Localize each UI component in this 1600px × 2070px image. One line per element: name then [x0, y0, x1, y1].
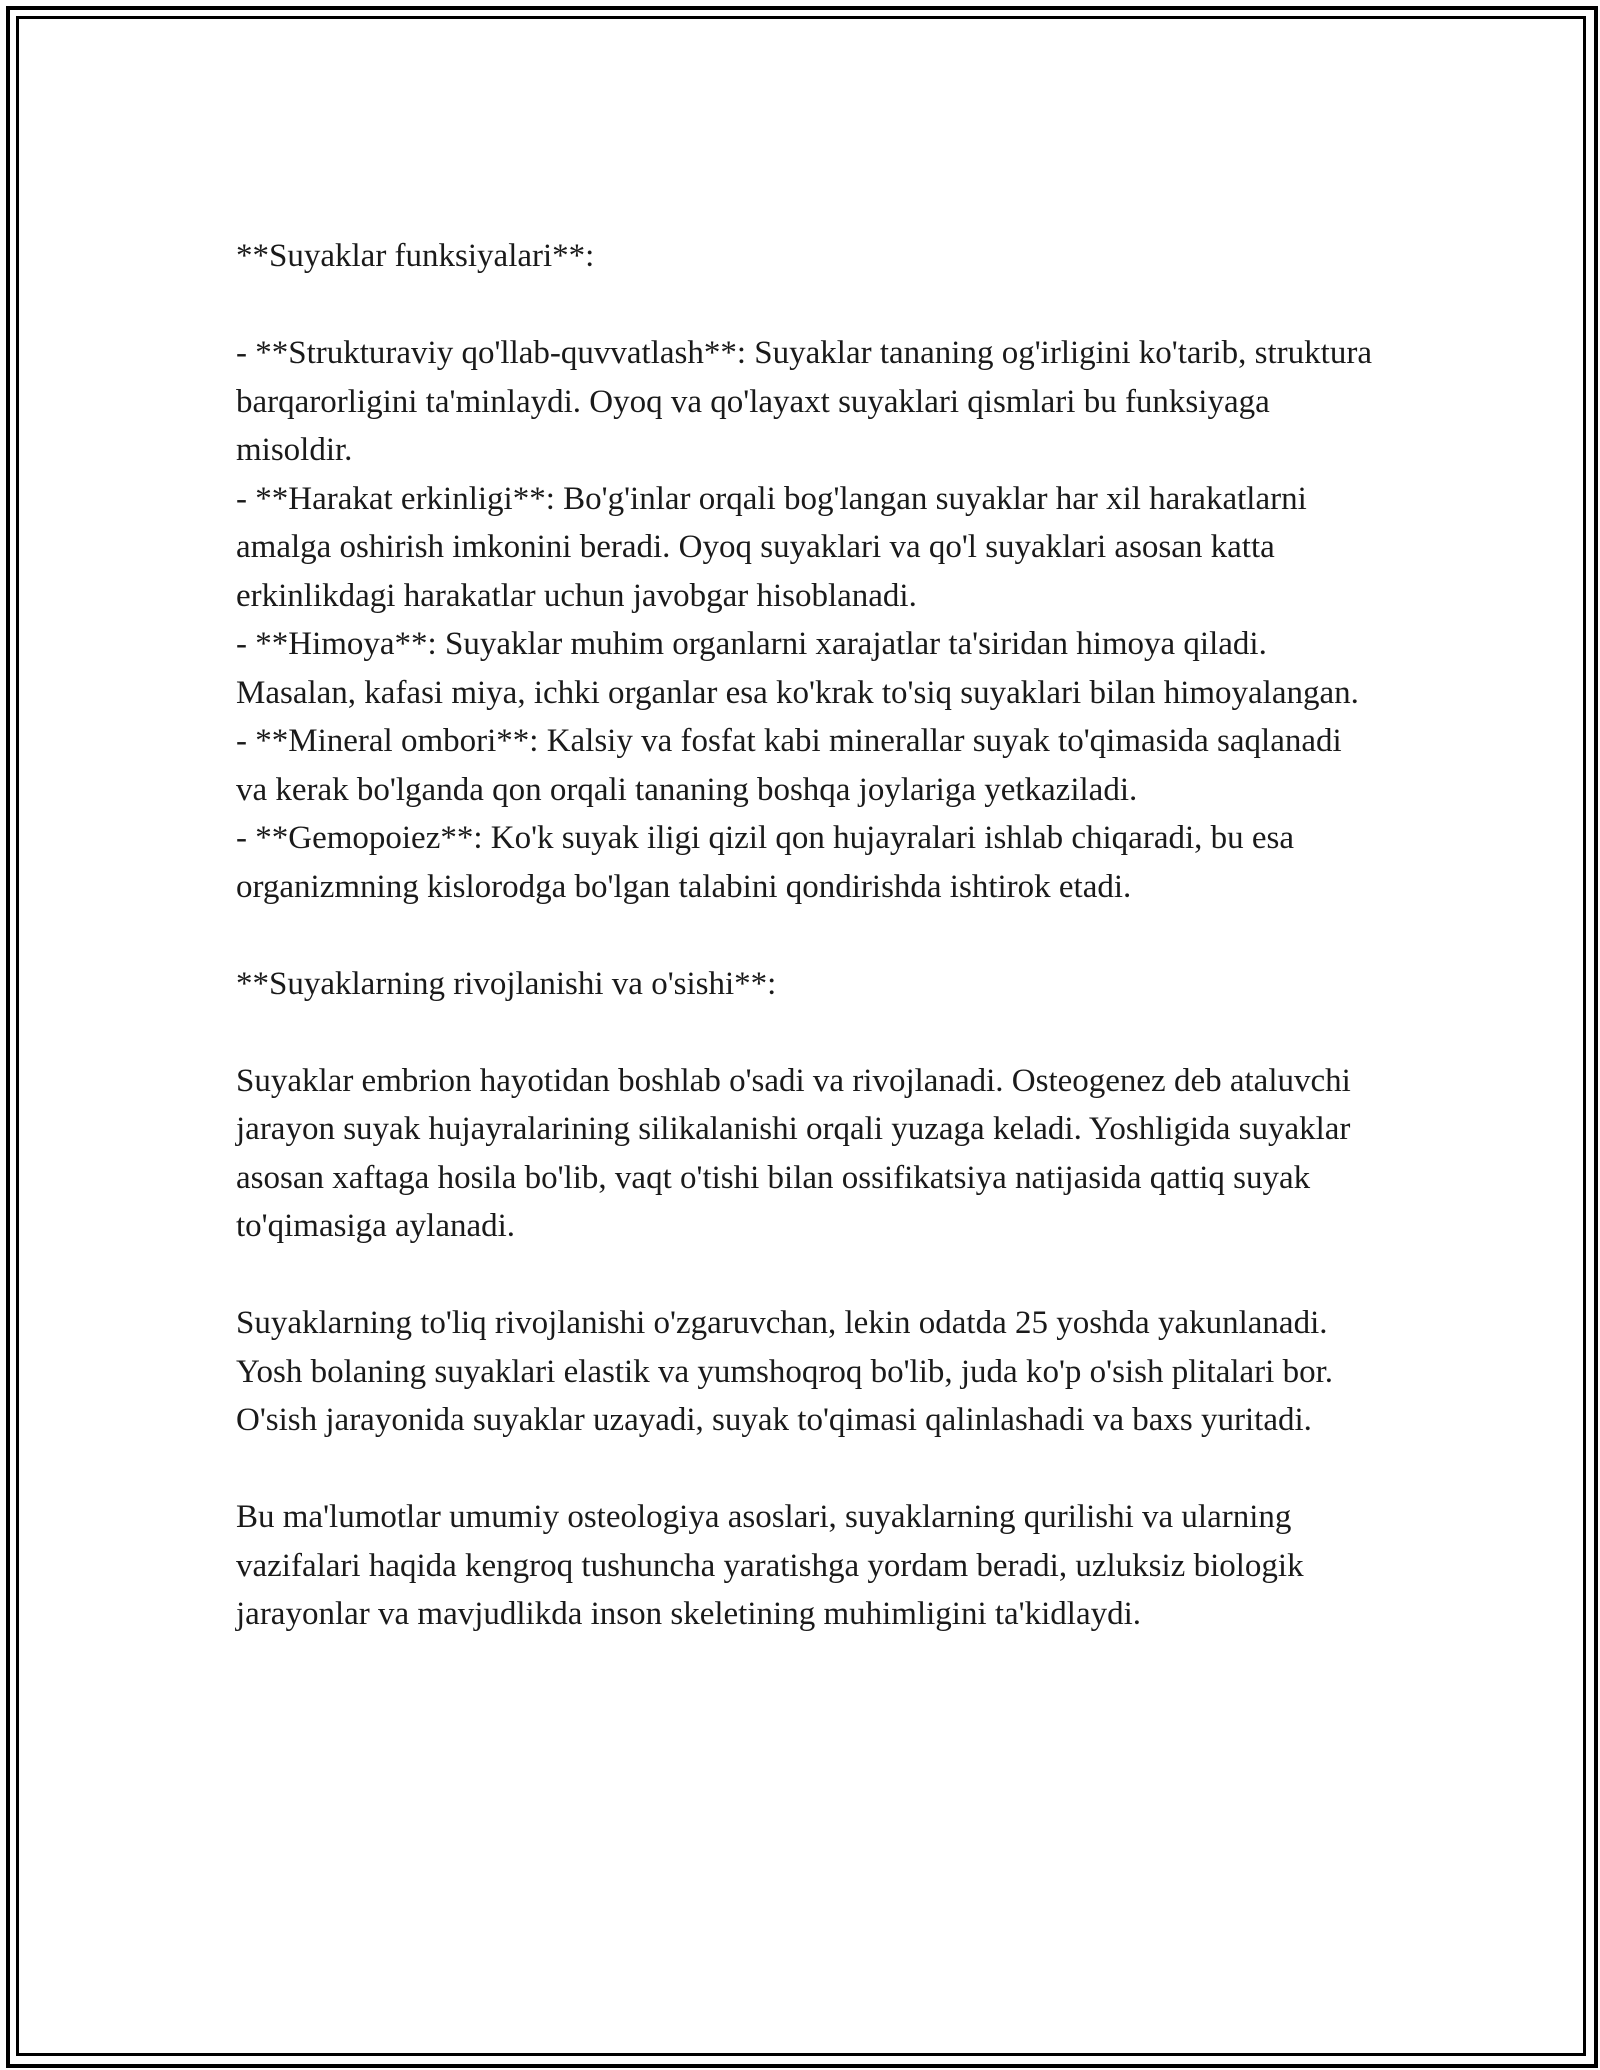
paragraph-conclusion: Bu ma'lumotlar umumiy osteologiya asoslari, suyaklarning qurilishi va ularning vazifalari haqida kengroq tushuncha yaratishga yordam beradi, uzluksiz biologik jarayonlar va mavjudlikda inson skeletining muhimligini ta'kidlaydi. [236, 1499, 1304, 1632]
spacer [236, 1445, 1376, 1494]
paragraph-embryonic-growth: Suyaklar embrion hayotidan boshlab o'sadi va rivojlanadi. Osteogenez deb ataluvchi jarayon suyak hujayralarining silikalanishi orqali yuzaga keladi. Yoshligida suyaklar asosan xaftaga hosila bo'lib, vaqt o'tishi bilan ossifikatsiya natijasida qattiq suyak to'qimasiga aylanadi. [236, 1062, 1351, 1244]
functions-heading: **Suyaklar funksiyalari**: [236, 238, 595, 274]
spacer [236, 1251, 1376, 1300]
paragraph-full-development: Suyaklarning to'liq rivojlanishi o'zgaruvchan, lekin odatda 25 yoshda yakunlanadi. Yosh bolaning suyaklari elastik va yumshoqroq bo'lib, juda ko'p o'sish plitalari bor. O'sish jarayonida suyaklar uzayadi, suyak to'qimasi qalinlashadi va baxs yuritadi. [236, 1305, 1333, 1438]
document-body [236, 232, 1376, 1639]
function-item-structural-support: - **Strukturaviy qo'llab-quvvatlash**: Suyaklar tananing og'irligini ko'tarib, struktura barqarorligini ta'minlaydi. Oyoq va qo'layaxt suyaklari qismlari bu funksiyaga misoldir. [236, 335, 1372, 468]
spacer [236, 911, 1376, 960]
spacer [236, 1008, 1376, 1057]
function-item-freedom-of-movement: - **Harakat erkinligi**: Bo'g'inlar orqali bog'langan suyaklar har xil harakatlarni amalga oshirish imkonini beradi. Oyoq suyaklari va qo'l suyaklari asosan katta erkinlikdagi harakatlar uchun javobgar hisoblanadi. [236, 480, 1307, 614]
function-item-protection: - **Himoya**: Suyaklar muhim organlarni xarajatlar ta'siridan himoya qiladi. Masalan, kafasi miya, ichki organlar esa ko'krak to'siq suyaklari bilan himoyalangan. [236, 626, 1359, 711]
spacer [236, 281, 1376, 330]
development-heading: **Suyaklarning rivojlanishi va o'sishi**: [236, 965, 777, 1002]
function-item-mineral-storage: - **Mineral ombori**: Kalsiy va fosfat kabi minerallar suyak to'qimasida saqlanadi va kerak bo'lganda qon orqali tananing boshqa joylariga yetkaziladi. [236, 723, 1342, 808]
function-item-hematopoiesis: - **Gemopoiez**: Ko'k suyak iligi qizil qon hujayralari ishlab chiqaradi, bu esa organizmning kislorodga bo'lgan talabini qondirishda ishtirok etadi. [236, 820, 1295, 905]
